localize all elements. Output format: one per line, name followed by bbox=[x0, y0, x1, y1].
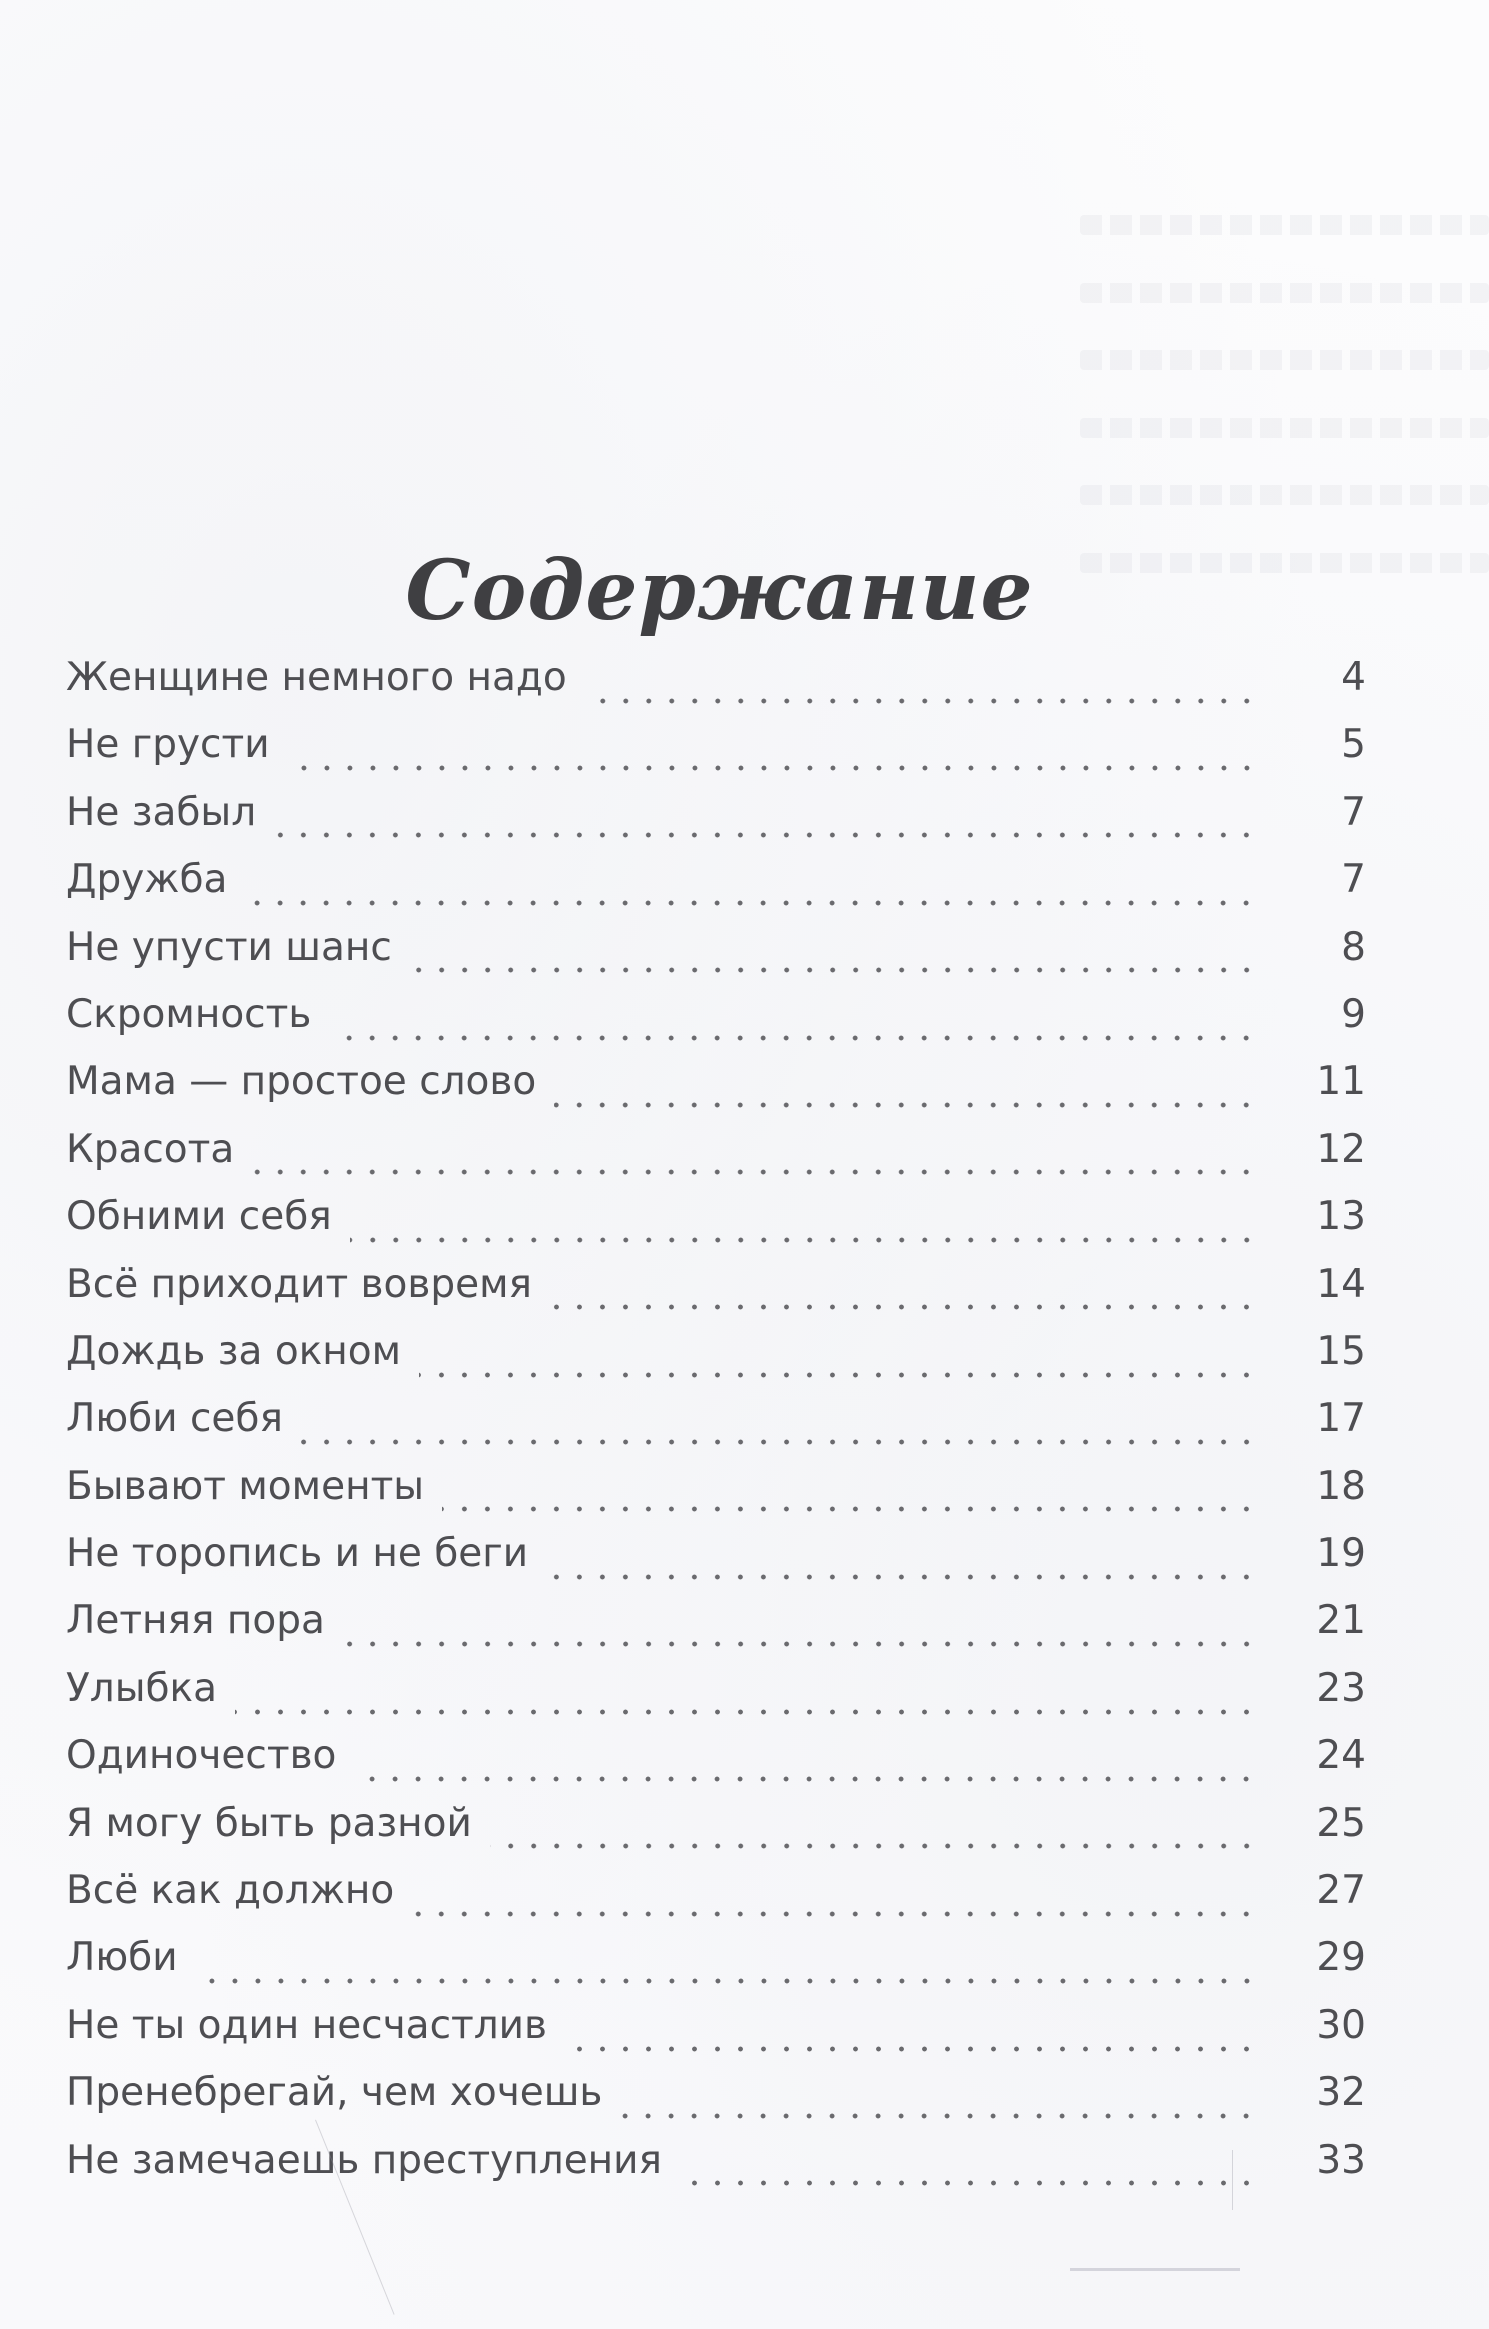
toc-entry-title: Не упусти шанс bbox=[66, 924, 392, 970]
toc-entry-page: 7 bbox=[1341, 789, 1366, 835]
dot-leader bbox=[245, 900, 1258, 906]
toc-entry-page: 27 bbox=[1316, 1868, 1366, 1914]
toc-entry[interactable] bbox=[66, 925, 1366, 992]
dot-leader bbox=[680, 2180, 1258, 2186]
dot-leader bbox=[301, 1439, 1258, 1445]
dot-leader bbox=[442, 1506, 1258, 1512]
toc-entry[interactable] bbox=[66, 1531, 1366, 1598]
dot-leader bbox=[412, 1911, 1258, 1917]
toc-entry[interactable] bbox=[66, 1329, 1366, 1396]
toc-entry-title: Всё как должно bbox=[66, 1868, 395, 1914]
toc-entry[interactable] bbox=[66, 1127, 1366, 1194]
toc-entry[interactable] bbox=[66, 655, 1366, 722]
toc-entry-page: 17 bbox=[1316, 1396, 1366, 1442]
dot-leader bbox=[343, 1641, 1258, 1647]
toc-entry-title: Пренебрегай, чем хочешь bbox=[66, 2070, 603, 2116]
dot-leader bbox=[620, 2113, 1258, 2119]
toc-entry[interactable] bbox=[66, 1598, 1366, 1665]
toc-entry[interactable] bbox=[66, 2003, 1366, 2070]
toc-entry-page: 33 bbox=[1316, 2137, 1366, 2183]
toc-entry-title: Люби себя bbox=[66, 1396, 283, 1442]
dot-leader bbox=[410, 967, 1258, 973]
toc-entry-title: Дружба bbox=[66, 857, 228, 903]
toc-entry[interactable] bbox=[66, 1801, 1366, 1868]
dot-leader bbox=[329, 1035, 1258, 1041]
show-through-texture bbox=[1080, 350, 1489, 370]
toc-entry-page: 18 bbox=[1316, 1463, 1366, 1509]
toc-entry-title: Не замечаешь преступления bbox=[66, 2137, 662, 2183]
dot-leader bbox=[546, 1574, 1258, 1580]
toc-entry-title: Я могу быть разной bbox=[66, 1800, 472, 1846]
toc-entry-title: Одиночество bbox=[66, 1733, 337, 1779]
toc-entry-page: 32 bbox=[1316, 2070, 1366, 2116]
toc-entry-page: 11 bbox=[1316, 1059, 1366, 1105]
toc-entry-title: Скромность bbox=[66, 991, 312, 1037]
toc-entry-title: Всё приходит вовремя bbox=[66, 1261, 533, 1307]
dot-leader bbox=[274, 832, 1258, 838]
toc-entry-title: Люби bbox=[66, 1935, 178, 1981]
toc-entry-title: Не ты один несчастлив bbox=[66, 2002, 547, 2048]
toc-entry-page: 25 bbox=[1316, 1800, 1366, 1846]
dot-leader bbox=[354, 1776, 1258, 1782]
toc-entry-title: Дождь за окном bbox=[66, 1328, 402, 1374]
dot-leader bbox=[196, 1978, 1258, 1984]
table-of-contents bbox=[66, 655, 1366, 2205]
toc-entry[interactable] bbox=[66, 722, 1366, 789]
dot-leader bbox=[585, 698, 1258, 704]
show-through-texture bbox=[1080, 485, 1489, 505]
printer-mark bbox=[1070, 2268, 1240, 2271]
dot-leader bbox=[550, 1304, 1258, 1310]
show-through-texture bbox=[1080, 215, 1489, 235]
show-through-texture bbox=[1080, 283, 1489, 303]
toc-entry-page: 19 bbox=[1316, 1531, 1366, 1577]
toc-entry-page: 15 bbox=[1316, 1328, 1366, 1374]
toc-entry-page: 23 bbox=[1316, 1665, 1366, 1711]
toc-entry-page: 21 bbox=[1316, 1598, 1366, 1644]
toc-entry[interactable] bbox=[66, 992, 1366, 1059]
dot-leader bbox=[565, 2046, 1258, 2052]
toc-entry[interactable] bbox=[66, 857, 1366, 924]
toc-entry[interactable] bbox=[66, 1464, 1366, 1531]
dot-leader bbox=[490, 1843, 1258, 1849]
dot-leader bbox=[350, 1237, 1258, 1243]
toc-entry-title: Не торопись и не беги bbox=[66, 1531, 529, 1577]
toc-entry-page: 12 bbox=[1316, 1126, 1366, 1172]
toc-entry-title: Не грусти bbox=[66, 722, 270, 768]
dot-leader bbox=[252, 1169, 1258, 1175]
toc-entry-page: 4 bbox=[1341, 655, 1366, 700]
show-through-texture bbox=[1080, 418, 1489, 438]
dot-leader bbox=[554, 1102, 1258, 1108]
toc-entry-page: 24 bbox=[1316, 1733, 1366, 1779]
toc-entry[interactable] bbox=[66, 1194, 1366, 1261]
toc-entry[interactable] bbox=[66, 1935, 1366, 2002]
paper-scratch bbox=[1232, 2150, 1233, 2210]
toc-entry[interactable] bbox=[66, 1396, 1366, 1463]
toc-entry-page: 14 bbox=[1316, 1261, 1366, 1307]
toc-entry-title: Красота bbox=[66, 1126, 235, 1172]
toc-entry-title: Мама — простое слово bbox=[66, 1059, 537, 1105]
toc-entry[interactable] bbox=[66, 2138, 1366, 2205]
toc-entry-title: Бывают моменты bbox=[66, 1463, 425, 1509]
toc-entry[interactable] bbox=[66, 790, 1366, 857]
toc-entry-page: 8 bbox=[1341, 924, 1366, 970]
toc-entry-page: 30 bbox=[1316, 2002, 1366, 2048]
toc-entry-page: 9 bbox=[1341, 991, 1366, 1037]
toc-entry-page: 5 bbox=[1341, 722, 1366, 768]
toc-entry[interactable] bbox=[66, 2070, 1366, 2137]
toc-entry-title: Не забыл bbox=[66, 789, 257, 835]
toc-entry-title: Обними себя bbox=[66, 1194, 332, 1240]
toc-entry-title: Улыбка bbox=[66, 1665, 217, 1711]
dot-leader bbox=[419, 1372, 1258, 1378]
toc-entry-page: 7 bbox=[1341, 857, 1366, 903]
toc-entry[interactable] bbox=[66, 1868, 1366, 1935]
toc-entry[interactable] bbox=[66, 1262, 1366, 1329]
page-title: Содержание bbox=[405, 542, 1034, 639]
toc-entry[interactable] bbox=[66, 1733, 1366, 1800]
toc-entry-title: Летняя пора bbox=[66, 1598, 325, 1644]
toc-entry-page: 13 bbox=[1316, 1194, 1366, 1240]
dot-leader bbox=[288, 765, 1258, 771]
toc-entry[interactable] bbox=[66, 1666, 1366, 1733]
toc-entry-page: 29 bbox=[1316, 1935, 1366, 1981]
toc-entry[interactable] bbox=[66, 1059, 1366, 1126]
toc-entry-title: Женщине немного надо bbox=[66, 655, 567, 700]
dot-leader bbox=[235, 1709, 1258, 1715]
